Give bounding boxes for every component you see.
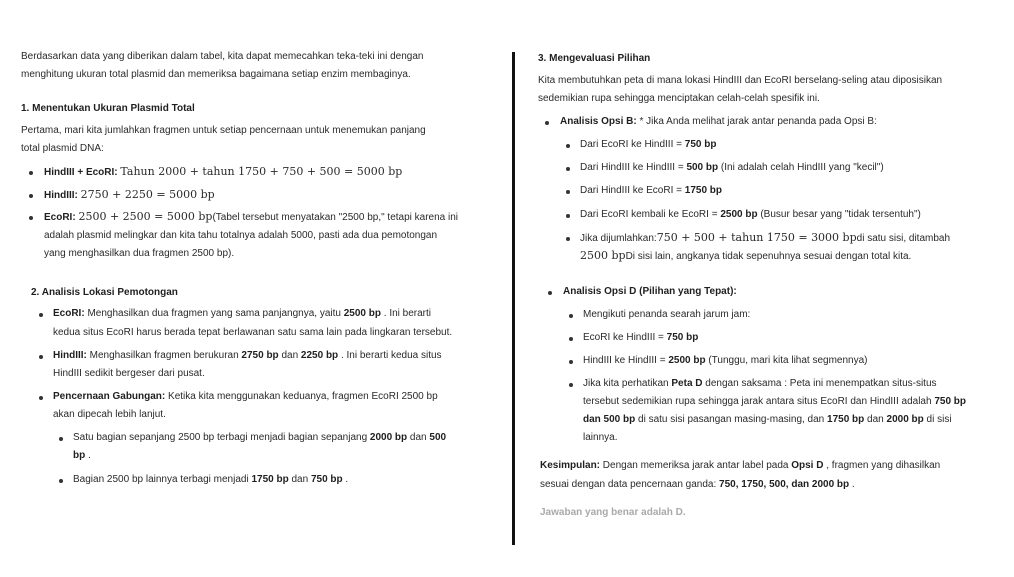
bullet-icon bbox=[566, 237, 570, 241]
option-b-item-2: Dari HindIII ke HindIII = 500 bp (Ini adalah celah HindIII yang "kecil") bbox=[580, 162, 884, 173]
bullet-icon bbox=[29, 171, 33, 175]
sub-bullet-1-cont: bp . bbox=[73, 450, 91, 461]
section-3-title: 3. Mengevaluasi Pilihan bbox=[538, 53, 651, 64]
sub-bullet-1: Satu bagian sepanjang 2500 bp terbagi menjadi bagian sepanjang 2000 bp dan 500 bbox=[73, 432, 447, 443]
bullet-icon bbox=[566, 214, 570, 218]
section-3-intro-2: sedemikian rupa sehingga menciptakan celah-celah spesifik ini. bbox=[538, 93, 820, 104]
column-divider bbox=[512, 52, 515, 545]
bullet-icon bbox=[566, 190, 570, 194]
combined-digest-cont: akan dipecah lebih lanjut. bbox=[53, 409, 166, 420]
bullet-icon bbox=[548, 291, 552, 295]
bullet-icon bbox=[566, 167, 570, 171]
bullet-icon bbox=[566, 144, 570, 148]
intro-line-2: menghitung ukuran total plasmid dan memeriksa bagaimana setiap enzim membaginya. bbox=[21, 69, 411, 80]
option-d-item-4-line-3: dan 500 bp di satu sisi pasangan masing-masing, dan 1750 bp dan 2000 bp di sisi bbox=[583, 414, 952, 425]
bullet-ecori-cont-2: yang menghasilkan dua fragmen 2500 bp). bbox=[44, 248, 235, 259]
conclusion-line-2: sesuai dengan data pencernaan ganda: 750, 1750, 500, dan 2000 bp . bbox=[540, 479, 855, 490]
bullet-icon bbox=[569, 314, 573, 318]
option-b-item-4: Dari EcoRI kembali ke EcoRI = 2500 bp (Busur besar yang "tidak tersentuh") bbox=[580, 209, 921, 220]
final-answer: Jawaban yang benar adalah D. bbox=[540, 507, 686, 518]
ecori-analysis-cont: kedua situs EcoRI harus berada tepat berlawanan satu sama lain pada lingkaran tersebut. bbox=[53, 327, 453, 338]
option-b-item-3: Dari HindIII ke EcoRI = 1750 bp bbox=[580, 185, 723, 196]
bullet-hindiii: HindIII: 2750 + 2250 = 5000 bp bbox=[44, 188, 215, 201]
bullet-ecori-cont-1: adalah plasmid melingkar dan kita tahu totalnya adalah 5000, pasti ada dua pemotongan bbox=[44, 230, 438, 241]
bullet-icon bbox=[39, 396, 43, 400]
section-2-title: 2. Analisis Lokasi Pemotongan bbox=[31, 287, 178, 298]
option-d-item-4-line-2: tersebut sedemikian rupa sehingga jarak antara situs EcoRI dan HindIII adalah 750 bp bbox=[583, 396, 967, 407]
bullet-icon bbox=[59, 479, 63, 483]
option-b-analysis: Analisis Opsi B: * Jika Anda melihat jarak antar penanda pada Opsi B: bbox=[560, 116, 877, 127]
bullet-icon bbox=[545, 121, 549, 125]
bullet-hindiii-ecori: HindIII + EcoRI: Tahun 2000 + tahun 1750 + 750 + 500 = 5000 bp bbox=[44, 165, 403, 178]
bullet-icon bbox=[569, 337, 573, 341]
bullet-icon bbox=[39, 313, 43, 317]
intro-line-1: Berdasarkan data yang diberikan dalam tabel, kita dapat memecahkan teka-teki ini dengan bbox=[21, 51, 424, 62]
ecori-analysis: EcoRI: Menghasilkan dua fragmen yang sama panjangnya, yaitu 2500 bp . Ini berarti bbox=[53, 308, 432, 319]
option-d-item-2: EcoRI ke HindIII = 750 bp bbox=[583, 332, 699, 343]
option-b-item-5-cont: 2500 bpDi sisi lain, angkanya tidak sepenuhnya sesuai dengan total kita. bbox=[580, 249, 912, 262]
bullet-icon bbox=[569, 383, 573, 387]
option-d-item-3: HindIII ke HindIII = 2500 bp (Tunggu, mari kita lihat segmennya) bbox=[583, 355, 868, 366]
option-d-item-4: Jika kita perhatikan Peta D dengan saksama : Peta ini menempatkan situs-situs bbox=[583, 378, 937, 389]
bullet-icon bbox=[59, 437, 63, 441]
sub-bullet-2: Bagian 2500 bp lainnya terbagi menjadi 1750 bp dan 750 bp . bbox=[73, 474, 349, 485]
section-1-intro-1: Pertama, mari kita jumlahkan fragmen untuk setiap pencernaan untuk menemukan panjang bbox=[21, 125, 426, 136]
bullet-icon bbox=[29, 216, 33, 220]
section-1-intro-2: total plasmid DNA: bbox=[21, 143, 104, 154]
section-1-title: 1. Menentukan Ukuran Plasmid Total bbox=[21, 103, 195, 114]
option-d-item-4-line-4: lainnya. bbox=[583, 432, 618, 443]
hindiii-analysis-cont: HindIII sedikit bergeser dari pusat. bbox=[53, 368, 205, 379]
bullet-icon bbox=[29, 194, 33, 198]
section-3-intro-1: Kita membutuhkan peta di mana lokasi HindIII dan EcoRI berselang-seling atau diposisikan bbox=[538, 75, 943, 86]
option-d-item-1: Mengikuti penanda searah jarum jam: bbox=[583, 309, 751, 320]
option-b-item-5: Jika dijumlahkan:750 + 500 + tahun 1750 = 3000 bpdi satu sisi, ditambah bbox=[580, 231, 951, 244]
option-d-analysis: Analisis Opsi D (Pilihan yang Tepat): bbox=[563, 286, 737, 297]
hindiii-analysis: HindIII: Menghasilkan fragmen berukuran 2750 bp dan 2250 bp . Ini berarti kedua situs bbox=[53, 350, 442, 361]
option-b-item-1: Dari EcoRI ke HindIII = 750 bp bbox=[580, 139, 717, 150]
conclusion-line-1: Kesimpulan: Dengan memeriksa jarak antar label pada Opsi D , fragmen yang dihasilkan bbox=[540, 460, 941, 471]
bullet-icon bbox=[569, 360, 573, 364]
bullet-ecori: EcoRI: 2500 + 2500 = 5000 bp(Tabel tersebut menyatakan "2500 bp," tetapi karena ini bbox=[44, 210, 459, 223]
combined-digest: Pencernaan Gabungan: Ketika kita menggunakan keduanya, fragmen EcoRI 2500 bp bbox=[53, 391, 438, 402]
bullet-icon bbox=[39, 355, 43, 359]
